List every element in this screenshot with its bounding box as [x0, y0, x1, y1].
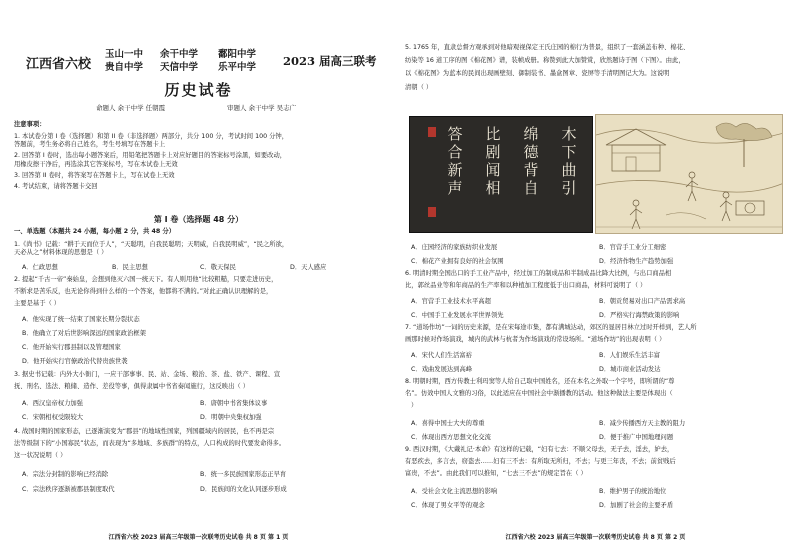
q9-option-c[interactable]: C．体现了男女平等的观念 [411, 502, 485, 509]
question-9 [405, 446, 676, 479]
question-stem-line: 不断求是苦乐反，也无论你得到什么样的一个答案，他都将不满的。”对此正确认识理解的是， [14, 288, 273, 296]
q8-option-a[interactable]: A．喜得中国士大夫的尊重 [411, 420, 485, 427]
q9-option-a[interactable]: A．受社会文化主流思想的影响 [411, 488, 498, 495]
seal-stamp [428, 127, 436, 137]
question-stem-line: 9. 西汉时期，《大戴礼记·本命》有这样的记载，“妇有七去：不顺父母去，无子去，淫去，妒去， [405, 446, 674, 453]
notes-list [14, 133, 389, 191]
question-4 [14, 428, 285, 461]
q1-option-a[interactable]: A．仁政思想 [22, 264, 58, 271]
q5-figure [405, 112, 788, 235]
question-stem-line: 1.《尚书》记载：“耕于天而位于人”，“天聪明，自我民聪明；天明威，自我民明威”，“民之所欲， [14, 241, 289, 248]
member-school: 贵自中学 [105, 62, 144, 73]
question-stem-line: 4. 战国时期的国家形态，已逐渐演变为“郡县”的地域性国家，列国疆域内的居民，也不再是宗 [14, 428, 275, 435]
question-stem-line: 这一状况说明（ ） [14, 452, 67, 460]
q2-option-b[interactable]: B．他确立了对后世影响深远的国家政治框架 [22, 330, 146, 337]
note-line: 4. 考试结束，请将答题卡交回 [14, 183, 98, 191]
question-1 [14, 241, 288, 257]
q1-option-c[interactable]: C．敬天保民 [200, 264, 236, 271]
q5-option-d[interactable]: D．经济作物生产趋势加强 [599, 258, 674, 265]
q3-option-b[interactable]: B．唐朝中书省集体议事 [200, 400, 268, 407]
question-stem-line: ） [411, 402, 418, 410]
question-stem-line: 画那时候对作场演戏，城内的武林与杭者为作场演戏的常设场所。“道场作坊”的出现表明（ ） [405, 336, 666, 344]
question-stem-line: 纺染等 16 道工序的图《棉花图》谱，装帧成册。称赞到此大加赞赏，欣然题诗于图（下图）。由此， [405, 57, 685, 65]
calligraphy-image [409, 116, 593, 233]
question-stem-line: 主要是基于（ ） [14, 300, 61, 308]
question-stem-line: 2. 提起“千古一帝”秦始皇，会想到他灭六国一统天下。有人则用他“比较粗糙，只要走进历史， [14, 276, 278, 283]
instructions: 一、单选题（本题共 24 小题，每小题 2 分，共 48 分） [14, 228, 175, 235]
q6-option-d[interactable]: D．严格实行海禁政策的影响 [599, 312, 680, 319]
q7-option-a[interactable]: A．宋代人们生活富裕 [411, 352, 472, 359]
q6-option-b[interactable]: B．朝贡贸易对出口产品需求高 [599, 298, 686, 305]
q2-option-a[interactable]: A．他实现了统一结束了国家长期分裂状态 [22, 316, 140, 323]
q2-option-c[interactable]: C．他开始实行郡县制以及管理国家 [22, 344, 121, 351]
calligraphy-column: 答 合 新 声 [447, 125, 463, 197]
q5-option-a[interactable]: A．庄园经济的家族纺织业发展 [411, 244, 498, 251]
note-line: 用橡皮擦干净后，再选涂其它答案标号，写在本试卷上无效 [14, 160, 178, 168]
question-stem-line: 天必从之”材料体现的思想是（ ） [14, 249, 108, 257]
q5-option-c[interactable]: C．棉花产业拥有良好的社会氛围 [411, 258, 504, 265]
question-6 [405, 270, 671, 290]
q6-option-a[interactable]: A．官营手工业技术水平高超 [411, 298, 491, 305]
question-stem-line: 比，郭丝品业等和年商品的生产率和以种植加工程度低于出口商品，材料可说明了（ ） [405, 282, 647, 290]
header-members-col2 [160, 48, 198, 74]
q1-option-d[interactable]: D．天人感应 [290, 264, 327, 271]
q9-option-d[interactable]: D．加剧了社会的主要矛盾 [599, 502, 674, 509]
q4-option-d[interactable]: D．民族间的文化认同逐步形成 [200, 486, 287, 493]
q3-option-d[interactable]: D．明朝中央集权加强 [200, 414, 262, 421]
question-stem-line: 抚、刑名、选法、粮储、造作、差役等事，俱得隶属中书省奏闻施行，这反映出（ ） [14, 383, 249, 391]
question-stem-line: 7. “道场作坊”一词的历史来源，是在宋每途市集，都有满城达动，郊区的显居目林立过时开样到，艺人所 [405, 324, 697, 331]
q8-option-d[interactable]: D．便于推广中国地理问题 [599, 434, 674, 441]
question-stem-line: 6. 明清时期全国出口的手工业产品中，经过加工的制成品和半制成品比降大比例，与出口商品相 [405, 270, 672, 277]
header-school: 江西省六校 [26, 57, 92, 72]
header-members-col1 [105, 48, 143, 74]
q2-option-d[interactable]: D．他开始实行官僚政治代替贵族世袭 [22, 358, 128, 365]
question-stem-line: 清朝（ ） [405, 83, 433, 91]
page-footer: 江西省六校 2023 届高三年级第一次联考历史试卷 共 8 页 第 2 页 [505, 534, 686, 541]
setter: 命题人 余干中学 任朝霞 [96, 104, 166, 112]
subject-title: 历史试卷 [164, 81, 233, 99]
notes-title: 注意事项： [14, 121, 46, 128]
member-school: 鄱阳中学 [218, 49, 257, 60]
question-stem-line: 5. 1765 年，直隶总督方观承到对他暗观视保定王氏庄园的棉行为普景，组织了一套涵盖布种、棉花、 [405, 44, 690, 51]
q1-option-b[interactable]: B．民主思想 [112, 264, 148, 271]
q4-option-c[interactable]: C．宗法秩序逐渐被郡县制度取代 [22, 486, 115, 493]
exam-page-2 [397, 0, 794, 560]
header-exam-name: 2023 届高三联考 [283, 54, 377, 68]
question-5 [405, 44, 689, 92]
section-1-title: 第 I 卷（选择题 48 分） [153, 215, 244, 224]
q6-option-c[interactable]: C．中国手工业发展水平世界领先 [411, 312, 504, 319]
question-stem-line: 3. 据史书记载：内外大小衙门，一应干部事事、民、站、金场、粮治、茶、盐、铁产、课程、宣 [14, 371, 281, 378]
question-stem-line: 法等级制下的“小国寡民”状态，而表现为“多地域、多族群”的特点，人口构成的时代要发命得多。 [14, 440, 286, 448]
header-members-col3 [218, 48, 256, 74]
question-stem-line: 以《棉花图》为蓝本的民间出现画壁刻、御制装书、墨盒图章、瓷屏等手清明图记大为。这说明 [405, 70, 670, 78]
note-line: 2. 回答第 I 卷时，选出每小题答案后，用铅笔把答题卡上对应好题目的答案标号涂黑，如要改动， [14, 152, 287, 160]
calligraphy-column: 木 下 曲 引 [561, 125, 577, 197]
question-8 [405, 378, 674, 411]
note-line: 3. 回答第 II 卷时，将答案写在答题卡上，写在试卷上无效 [14, 171, 175, 179]
q7-option-c[interactable]: C．戏曲发展达到高峰 [411, 366, 473, 373]
page-footer: 江西省六校 2023 届高三年级第一次联考历史试卷 共 8 页 第 1 页 [108, 534, 289, 541]
question-stem-line: 名”。仿效中国人文雅的习俗，以此适应在中国社会中渐播教的活动。他这种做法主要是体现出（ [405, 390, 673, 398]
reviewer: 审题人 余干中学 吴志广 [227, 104, 297, 112]
note-line: 1. 本试卷分第 I 卷（选择题）和第 II 卷（非选择题）两部分，共分 100 分，考试时间 100 分钟， [14, 133, 289, 140]
question-stem-line: 有恶疾去，多言去，窃盗去……妇有三不去：有所取无所归，不去；与更三年丧，不去；前贫贱后 [405, 458, 676, 466]
calligraphy-column: 绵 德 背 自 [523, 125, 539, 197]
member-school: 玉山一中 [105, 49, 144, 60]
q7-option-d[interactable]: D．城市商业活动发达 [599, 366, 661, 373]
question-stem-line: 8. 明朝时期，西方传教士利玛窦等人给自己取中国姓名，还在本名之外取一个字号，即所谓的“尊 [405, 378, 675, 385]
member-school: 天信中学 [160, 62, 199, 73]
question-stem-line: 富贵，不去”。由此我们可以推知，“七去三不去”的规定旨在（ ） [405, 470, 587, 478]
q8-option-c[interactable]: C．体现出西方思想文化交流 [411, 434, 491, 441]
q5-option-b[interactable]: B．官营手工业分工细密 [599, 244, 667, 251]
q3-option-a[interactable]: A．西汉皇帝权力加强 [22, 400, 83, 407]
calligraphy-column: 比 剧 闻 相 [485, 125, 501, 197]
q7-option-b[interactable]: B．人们娱乐生活丰富 [599, 352, 660, 359]
note-line: 答题前，考生务必将自己姓名，考生号填写在答题卡上 [14, 141, 166, 149]
question-3 [14, 371, 280, 391]
q3-option-c[interactable]: C．宋朝相权受限较大 [22, 414, 84, 421]
q4-option-b[interactable]: B．统一多民族国家形态正早育 [200, 471, 287, 478]
q4-option-a[interactable]: A．宗法分封制的影响已经消除 [22, 471, 109, 478]
painting-illustration [596, 115, 783, 234]
q9-option-b[interactable]: B．维护男子的统治地位 [599, 488, 667, 495]
member-school: 乐平中学 [218, 62, 257, 73]
seal-stamp [428, 207, 436, 217]
member-school: 余干中学 [160, 49, 199, 60]
cotton-painting-image [595, 114, 783, 234]
question-2 [14, 276, 277, 309]
q8-option-b[interactable]: B．减少传播西方天主教的阻力 [599, 420, 686, 427]
question-7 [405, 324, 697, 344]
